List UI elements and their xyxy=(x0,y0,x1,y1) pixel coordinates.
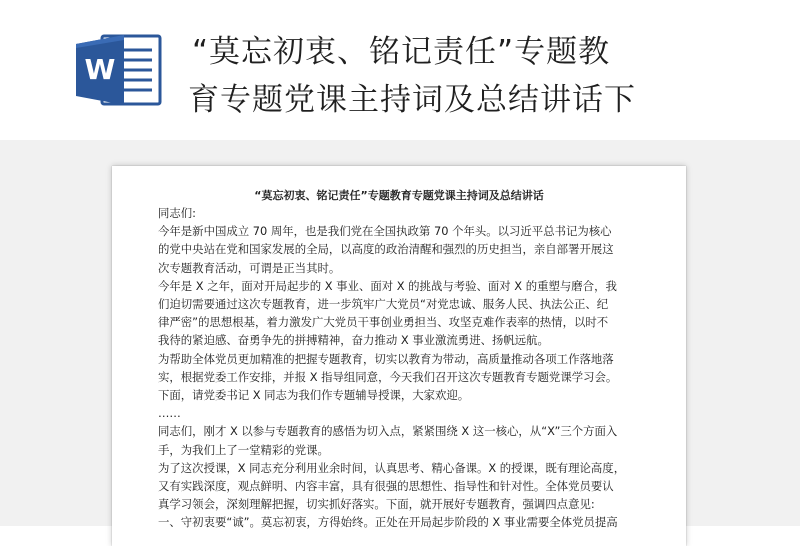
word-document-icon xyxy=(74,32,166,108)
document-line: 一、守初衷要“诚”。莫忘初衷，方得始终。正处在开局起步阶段的 X 事业需要全体党员提高 xyxy=(158,515,618,530)
document-line: 下面，请党委书记 X 同志为我们作专题辅导授课，大家欢迎。 xyxy=(158,388,470,403)
header-banner xyxy=(0,0,800,140)
document-line: …… xyxy=(158,406,181,421)
page-title-line-2: 育专题党课主持词及总结讲话下 xyxy=(188,82,636,118)
document-line: 们迫切需要通过这次专题教育，进一步筑牢广大党员“对党忠诚、服务人民、执法公正、纪 xyxy=(158,297,609,312)
word-letter: W xyxy=(84,53,116,86)
document-line: 今年是新中国成立 70 周年，也是我们党在全国执政第 70 个年头。以习近平总书记为核心 xyxy=(158,224,612,239)
page-title-line-1: “莫忘初衷、铭记责任”专题教 xyxy=(192,34,611,70)
document-line: 同志们: xyxy=(158,206,197,220)
document-line: 的党中央站在党和国家发展的全局，以高度的政治清醒和强烈的历史担当，亲自部署开展这 xyxy=(158,242,614,257)
document-page xyxy=(112,166,686,546)
document-title: “莫忘初衷、铭记责任”专题教育专题党课主持词及总结讲话 xyxy=(254,189,544,202)
document-line: 手，为我们上了一堂精彩的党课。 xyxy=(158,442,329,457)
page-title xyxy=(188,28,762,124)
document-line: 同志们，刚才 X 以参与专题教育的感悟为切入点，紧紧围绕 X 这一核心，从“X”三个方面入 xyxy=(158,424,618,439)
document-body xyxy=(158,204,658,532)
document-line: 实，根据党委工作安排，并报 X 指导组同意，今天我们召开这次专题教育专题党课学习会。 xyxy=(158,369,618,384)
document-line: 律严密”的思想根基，着力激发广大党员干事创业勇担当、攻坚克难作表率的热情，以时不 xyxy=(158,315,609,330)
document-line: 次专题教育活动，可谓是正当其时。 xyxy=(158,260,341,275)
document-line: 又有实践深度，观点鲜明、内容丰富，具有很强的思想性、指导性和针对性。全体党员要认 xyxy=(158,479,614,494)
document-line: 为了这次授课，X 同志充分利用业余时间，认真思考、精心备课。X 的授课，既有理论高度， xyxy=(158,460,626,475)
document-line: 真学习领会，深刻理解把握，切实抓好落实。下面，就开展好专题教育，强调四点意见: xyxy=(158,497,595,512)
document-line: 为帮助全体党员更加精准的把握专题教育，切实以教育为带动，高质量推动各项工作落地落 xyxy=(158,351,614,366)
document-line: 今年是 X 之年，面对开局起步的 X 事业、面对 X 的挑战与考验、面对 X 的重塑与磨合，我 xyxy=(158,278,617,293)
document-line: 我待的紧迫感、奋勇争先的拼搏精神，奋力推动 X 事业激流勇进、扬帆远航。 xyxy=(158,333,549,348)
